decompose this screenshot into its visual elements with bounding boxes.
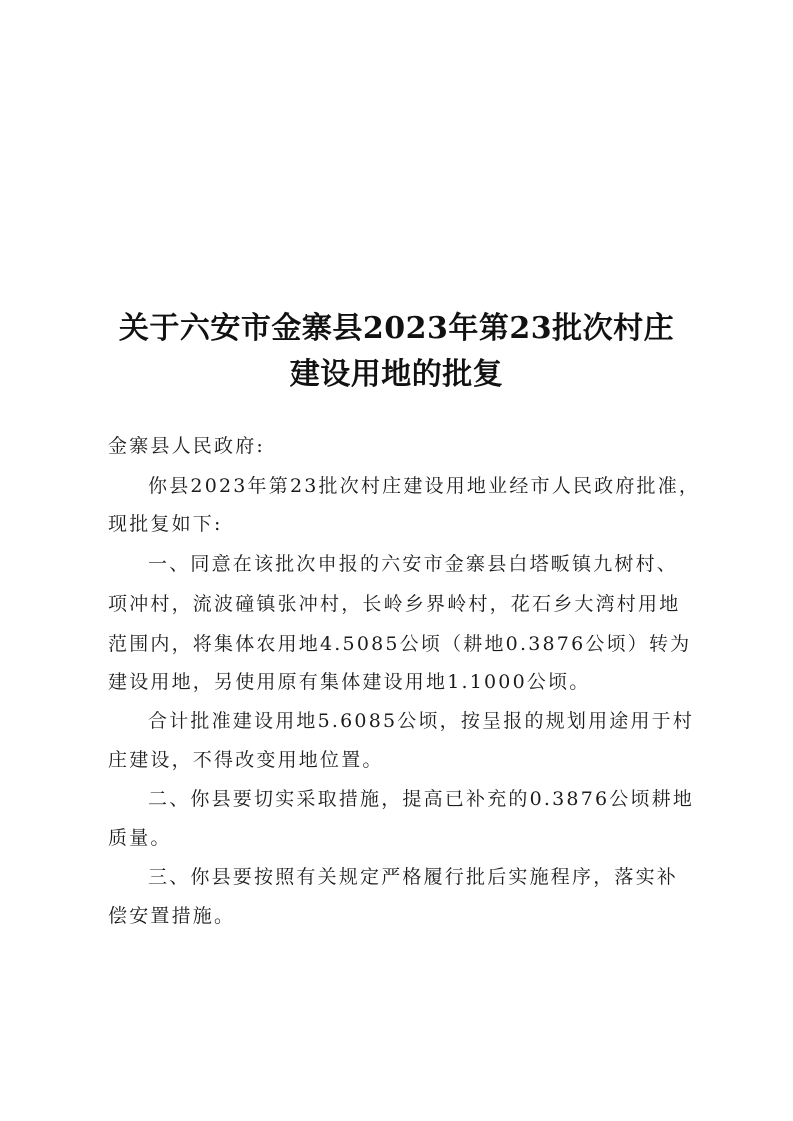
salutation: 金寨县人民政府: (108, 435, 266, 457)
paragraph-line: 二、你县要切实采取措施，提高已补充的0.3876公顷耕地 (148, 788, 695, 810)
document-title-line-1: 关于六安市金寨县2023年第23批次村庄 (118, 311, 675, 346)
paragraph-line: 范围内，将集体农用地4.5085公顷（耕地0.3876公顷）转为 (108, 633, 692, 655)
paragraph-line: 庄建设，不得改变用地位置。 (108, 749, 384, 771)
paragraph-line: 项冲村，流波䃥镇张冲村，长岭乡界岭村，花石乡大湾村用地 (108, 593, 681, 615)
paragraph-line: 你县2023年第23批次村庄建设用地业经市人民政府批准， (148, 475, 701, 497)
paragraph-line: 一、同意在该批次申报的六安市金寨县白塔畈镇九树村、 (148, 553, 679, 575)
paragraph-line: 质量。 (108, 827, 172, 849)
document-title-line-2: 建设用地的批复 (289, 357, 504, 392)
paragraph-line: 现批复如下: (108, 513, 223, 535)
paragraph-line: 建设用地，另使用原有集体建设用地1.1000公顷。 (108, 671, 591, 693)
paragraph-line: 合计批准建设用地5.6085公顷，按呈报的规划用途用于村 (148, 710, 695, 732)
paragraph-line: 三、你县要按照有关规定严格履行批后实施程序，落实补 (148, 866, 679, 888)
paragraph-line: 偿安置措施。 (108, 905, 236, 927)
